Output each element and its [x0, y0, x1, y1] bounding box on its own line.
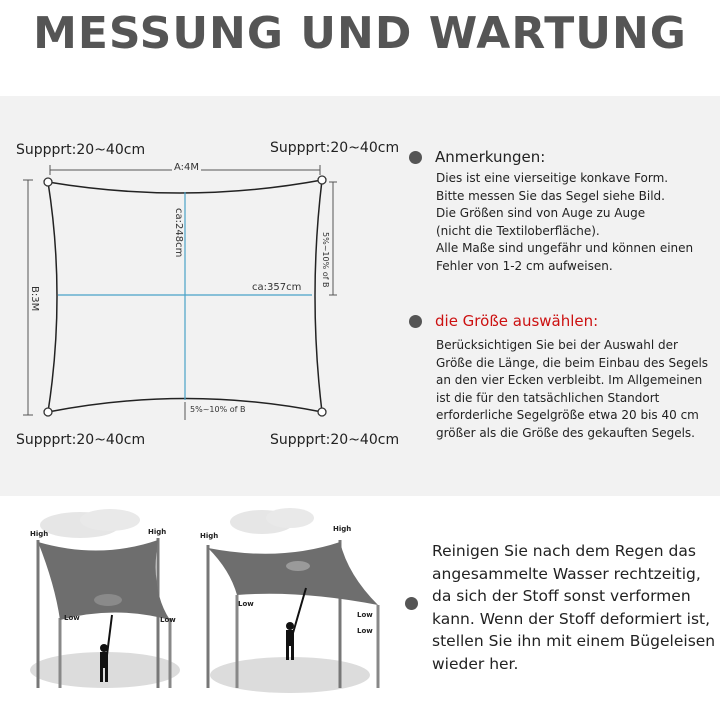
right-label-high-1: High — [200, 532, 219, 540]
left-scene — [30, 509, 180, 688]
size-line: erforderliche Segelgröße etwa 20 bis 40 cm — [436, 408, 699, 422]
size-line: Berücksichtigen Sie bei der Auswahl der — [436, 338, 678, 352]
corner-ring — [44, 408, 52, 416]
support-bottom-right: Suppprt:20~40cm — [270, 432, 400, 448]
support-top-right: Suppprt:20~40cm — [270, 140, 400, 156]
notes-line: Fehler von 1-2 cm aufweisen. — [436, 258, 613, 273]
height-label: B:3M — [29, 286, 40, 312]
size-bullet-icon — [409, 315, 422, 328]
left-label-low-2: Low — [160, 616, 176, 624]
inner-height-label: ca:248cm — [173, 208, 184, 258]
cloud — [80, 509, 140, 531]
sail — [208, 542, 378, 605]
right-label-low-1: Low — [238, 600, 254, 608]
cleaning-line: da sich der Stoff sonst verformen — [432, 587, 691, 605]
size-line: größer als die Größe des gekauften Segels. — [436, 425, 695, 440]
size-heading: die Größe auswählen: — [435, 312, 599, 330]
notes-line: Alle Maße sind ungefähr und können einen — [436, 241, 694, 255]
right-label-high-2: High — [333, 525, 352, 533]
right-scene — [200, 508, 378, 693]
corner-ring — [44, 178, 52, 186]
notes-line: Bitte messen Sie das Segel siehe Bild. — [436, 188, 665, 203]
width-label: A:4M — [174, 162, 200, 173]
left-label-low-1: Low — [64, 614, 80, 622]
cleaning-line: Reinigen Sie nach dem Regen das — [432, 542, 696, 560]
notes-line: Die Größen sind von Auge zu Auge — [436, 206, 646, 220]
cleaning-line: stellen Sie ihn mit einem Bügeleisen — [432, 632, 716, 650]
cleaning-text — [432, 540, 715, 675]
left-label-high-2: High — [148, 528, 167, 536]
cloud — [266, 508, 314, 528]
sag-bottom-label: 5%~10% of B — [190, 405, 246, 414]
sail — [38, 540, 170, 620]
size-body — [436, 337, 708, 442]
sag-side-label: 5%~10% of B — [321, 232, 330, 288]
size-line: an den vier Ecken verbleibt. Im Allgemeinen — [436, 373, 703, 387]
ground-shadow — [210, 657, 370, 693]
cleaning-bullet-icon — [405, 597, 418, 610]
cleaning-line: wieder her. — [432, 654, 519, 673]
notes-body — [436, 170, 693, 275]
size-line: ist die für den tatsächlichen Standort — [436, 390, 660, 405]
inner-width-label: ca:357cm — [252, 282, 302, 293]
notes-bullet-icon — [409, 151, 422, 164]
left-label-high-1: High — [30, 530, 49, 538]
support-bottom-left: Suppprt:20~40cm — [16, 432, 146, 448]
notes-line: (nicht die Textiloberfläche). — [436, 223, 600, 238]
notes-heading: Anmerkungen: — [435, 148, 546, 166]
support-top-left: Suppprt:20~40cm — [16, 142, 146, 158]
notes-line: Dies ist eine vierseitige konkave Form. — [436, 171, 669, 185]
size-line: Größe die Länge, die beim Einbau des Segels — [436, 355, 709, 370]
cleaning-line: angesammelte Wasser rechtzeitig, — [432, 564, 701, 583]
corner-ring — [318, 408, 326, 416]
cleaning-line: kann. Wenn der Stoff deformiert ist, — [432, 609, 711, 628]
maintenance-illustration — [0, 500, 400, 705]
right-label-low-3: Low — [357, 627, 373, 635]
page-title: MESSUNG UND WARTUNG — [33, 8, 687, 59]
right-label-low-2: Low — [357, 611, 373, 619]
corner-ring — [318, 176, 326, 184]
